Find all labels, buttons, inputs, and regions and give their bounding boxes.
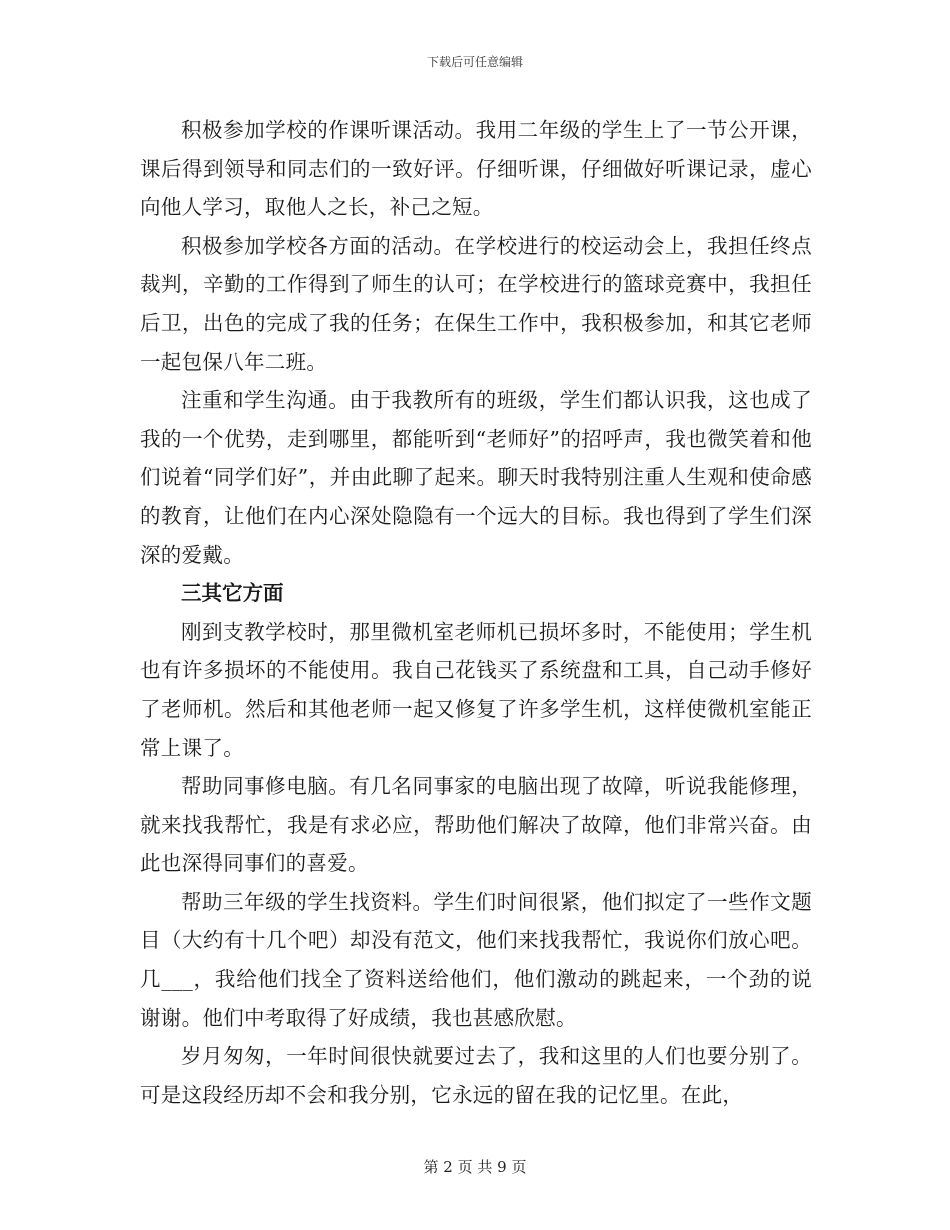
paragraph-farewell: 岁月匆匆，一年时间很快就要过去了，我和这里的人们也要分别了。可是这段经历却不会和我分别，它永远的留在我的记忆里。在此， xyxy=(140,1044,812,1107)
paragraph-student-materials: 帮助三年级的学生找资料。学生们时间很紧，他们拟定了一些作文题目（大约有十几个吧）却没有范文，他们来找我帮忙，我说你们放心吧。几___，我给他们找全了资料送给他们，他们激动的跳起来，一个劲的说谢谢。他们中考取得了好成绩，我也甚感欣慰。 xyxy=(140,889,812,1030)
document-body xyxy=(140,111,812,1114)
paragraph-school-activities: 积极参加学校各方面的活动。在学校进行的校运动会上，我担任终点裁判，辛勤的工作得到了师生的认可；在学校进行的篮球竞赛中，我担任后卫，出色的完成了我的任务；在保生工作中，我积极参加，和其它老师一起包保八年二班。 xyxy=(140,233,812,374)
page-header: 下载后可任意编辑 xyxy=(426,55,523,69)
paragraph-colleague-computers: 帮助同事修电脑。有几名同事家的电脑出现了故障，听说我能修理，就来找我帮忙，我是有求必应，帮助他们解决了故障，他们非常兴奋。由此也深得同事们的喜爱。 xyxy=(140,774,812,876)
paragraph-student-communication: 注重和学生沟通。由于我教所有的班级，学生们都认识我，这也成了我的一个优势，走到哪里，都能听到“老师好”的招呼声，我也微笑着和他们说着“同学们好”，并由此聊了起来。聊天时我特别注重人生观和使命感的教育，让他们在内心深处隐隐有一个远大的目标。我也得到了学生们深深的爱戴。 xyxy=(140,388,812,567)
section-heading-other-aspects: 三其它方面 xyxy=(181,581,284,606)
page-number-footer: 第 2 页 共 9 页 xyxy=(423,1158,527,1176)
paragraph-lesson-activities: 积极参加学校的作课听课活动。我用二年级的学生上了一节公开课，课后得到领导和同志们的一致好评。仔细听课，仔细做好听课记录，虚心向他人学习，取他人之长，补己之短。 xyxy=(140,118,812,220)
paragraph-computer-lab: 刚到支教学校时，那里微机室老师机已损坏多时，不能使用；学生机也有许多损坏的不能使用。我自己花钱买了系统盘和工具，自己动手修好了老师机。然后和其他老师一起又修复了许多学生机，这样使微机室能正常上课了。 xyxy=(140,619,812,760)
